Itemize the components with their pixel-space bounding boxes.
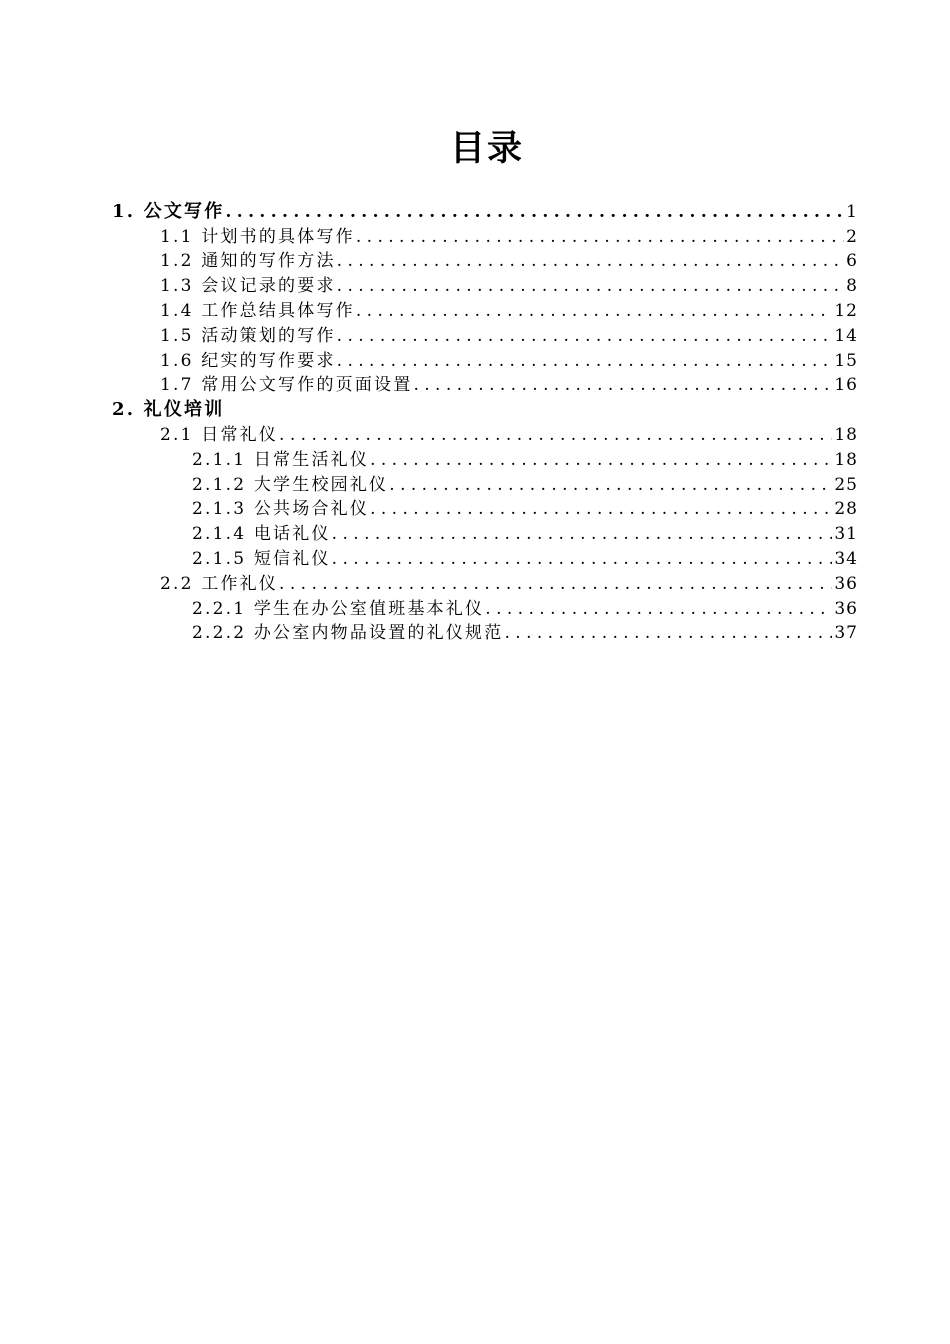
toc-leader-dots: [279, 573, 832, 595]
toc-entry-label: 2.1.1 日常生活礼仪: [192, 449, 370, 470]
toc-leader-dots: [370, 449, 832, 471]
toc-leader-dots: [332, 523, 833, 545]
toc-leader-dots: [337, 350, 833, 372]
toc-entry[interactable]: [0, 347, 858, 372]
toc-entry[interactable]: [0, 396, 858, 421]
toc-entry-label: 2.2.2 办公室内物品设置的礼仪规范: [192, 623, 504, 644]
toc-leader-dots: [485, 598, 832, 620]
toc-leader-dots: [279, 424, 832, 446]
toc-entry-label: 1.4 工作总结具体写作: [160, 300, 355, 321]
toc-entry[interactable]: [0, 570, 858, 595]
toc-page-number: 36: [834, 573, 858, 594]
toc-entry-label: 1.6 纪实的写作要求: [160, 350, 336, 371]
toc-page-number: 12: [834, 300, 858, 321]
toc-entry[interactable]: [0, 421, 858, 446]
toc-entry[interactable]: [0, 471, 858, 496]
toc-entry[interactable]: [0, 545, 858, 570]
toc-entry-label: 1.7 常用公文写作的页面设置: [160, 375, 413, 396]
toc-leader-dots: [337, 275, 845, 297]
toc-entry[interactable]: [0, 322, 858, 347]
toc-entry-label: 2. 礼仪培训: [112, 399, 225, 421]
toc-page-number: 31: [834, 524, 858, 545]
toc-entry-label: 2.1.5 短信礼仪: [192, 548, 331, 569]
toc-entry-label: 2.1.4 电话礼仪: [192, 524, 331, 545]
toc-entry[interactable]: [0, 372, 858, 397]
toc-leader-dots: [370, 498, 832, 520]
toc-page-number: 15: [834, 350, 858, 371]
toc-page-number: 36: [834, 598, 858, 619]
toc-entry-label: 1.1 计划书的具体写作: [160, 226, 355, 247]
toc-entry-label: 2.1 日常礼仪: [160, 424, 279, 445]
toc-entry[interactable]: [0, 248, 858, 273]
toc-entry-label: 1. 公文写作: [112, 200, 225, 222]
toc-leader-dots: [413, 374, 832, 396]
toc-page-number: 18: [834, 449, 858, 470]
toc-page-number: 28: [834, 499, 858, 520]
toc-leader-dots: [504, 622, 832, 644]
toc-entry[interactable]: [0, 520, 858, 545]
toc-page-number: 16: [834, 375, 858, 396]
toc-page-number: 6: [846, 251, 858, 272]
table-of-contents: [0, 198, 950, 644]
toc-page-number: 2: [846, 226, 858, 247]
toc-leader-dots: [337, 250, 845, 272]
toc-page-number: 8: [846, 276, 858, 297]
toc-leader-dots: [356, 300, 833, 322]
toc-entry-label: 2.2.1 学生在办公室值班基本礼仪: [192, 598, 485, 619]
toc-page-number: 1: [846, 201, 858, 222]
toc-entry-label: 1.5 活动策划的写作: [160, 325, 336, 346]
toc-entry[interactable]: [0, 272, 858, 297]
toc-entry-label: 1.2 通知的写作方法: [160, 251, 336, 272]
toc-page-number: 18: [834, 424, 858, 445]
toc-leader-dots: [356, 226, 844, 248]
toc-entry[interactable]: [0, 198, 858, 223]
toc-leader-dots: [225, 201, 844, 223]
toc-leader-dots: [389, 474, 832, 496]
toc-entry-label: 2.2 工作礼仪: [160, 573, 279, 594]
toc-page-number: 14: [834, 325, 858, 346]
toc-page-number: 34: [834, 548, 858, 569]
toc-entry-label: 2.1.2 大学生校园礼仪: [192, 474, 389, 495]
toc-leader-dots: [332, 548, 833, 570]
toc-title: 目录: [449, 129, 524, 169]
toc-page-number: 37: [834, 623, 858, 644]
toc-entry[interactable]: [0, 446, 858, 471]
toc-page-number: 25: [834, 474, 858, 495]
toc-entry[interactable]: [0, 496, 858, 521]
toc-entry[interactable]: [0, 297, 858, 322]
toc-leader-dots: [337, 325, 833, 347]
toc-entry-label: 1.3 会议记录的要求: [160, 276, 336, 297]
toc-entry[interactable]: [0, 223, 858, 248]
toc-entry[interactable]: [0, 595, 858, 620]
toc-entry[interactable]: [0, 620, 858, 645]
toc-entry-label: 2.1.3 公共场合礼仪: [192, 499, 370, 520]
